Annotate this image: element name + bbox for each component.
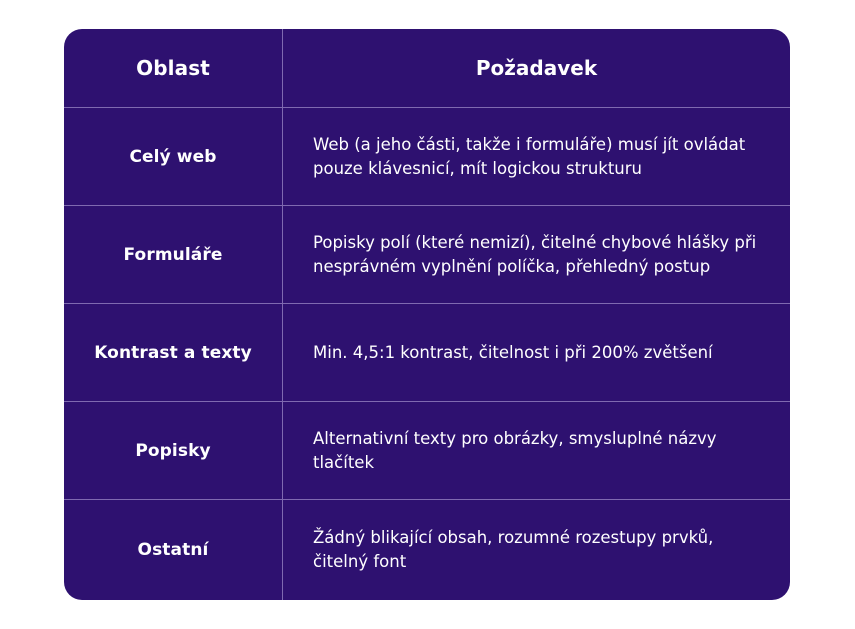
table-row	[64, 206, 790, 303]
table-header-row	[64, 29, 790, 107]
header-area: Oblast	[136, 56, 210, 80]
table-row	[64, 402, 790, 499]
requirements-table	[64, 29, 790, 600]
row-area: Kontrast a texty	[94, 342, 252, 363]
row-requirement: Alternativní texty pro obrázky, smysluplné názvy tlačítek	[313, 428, 717, 472]
row-area: Formuláře	[123, 244, 223, 265]
table-row	[64, 500, 790, 600]
row-requirement: Min. 4,5:1 kontrast, čitelnost i při 200% zvětšení	[313, 342, 713, 362]
row-area: Ostatní	[137, 540, 209, 560]
table-row	[64, 108, 790, 205]
row-area: Popisky	[135, 440, 211, 461]
row-requirement: Žádný blikající obsah, rozumné rozestupy prvků, čitelný font	[313, 528, 714, 571]
row-requirement: Popisky polí (které nemizí), čitelné chybové hlášky při nesprávném vyplnění políčka, přehledný postup	[313, 232, 757, 276]
row-requirement: Web (a jeho části, takže i formuláře) musí jít ovládat pouze klávesnicí, mít logickou strukturu	[313, 134, 746, 178]
header-requirement: Požadavek	[475, 56, 598, 80]
row-area: Celý web	[129, 146, 217, 167]
table-row	[64, 304, 790, 401]
